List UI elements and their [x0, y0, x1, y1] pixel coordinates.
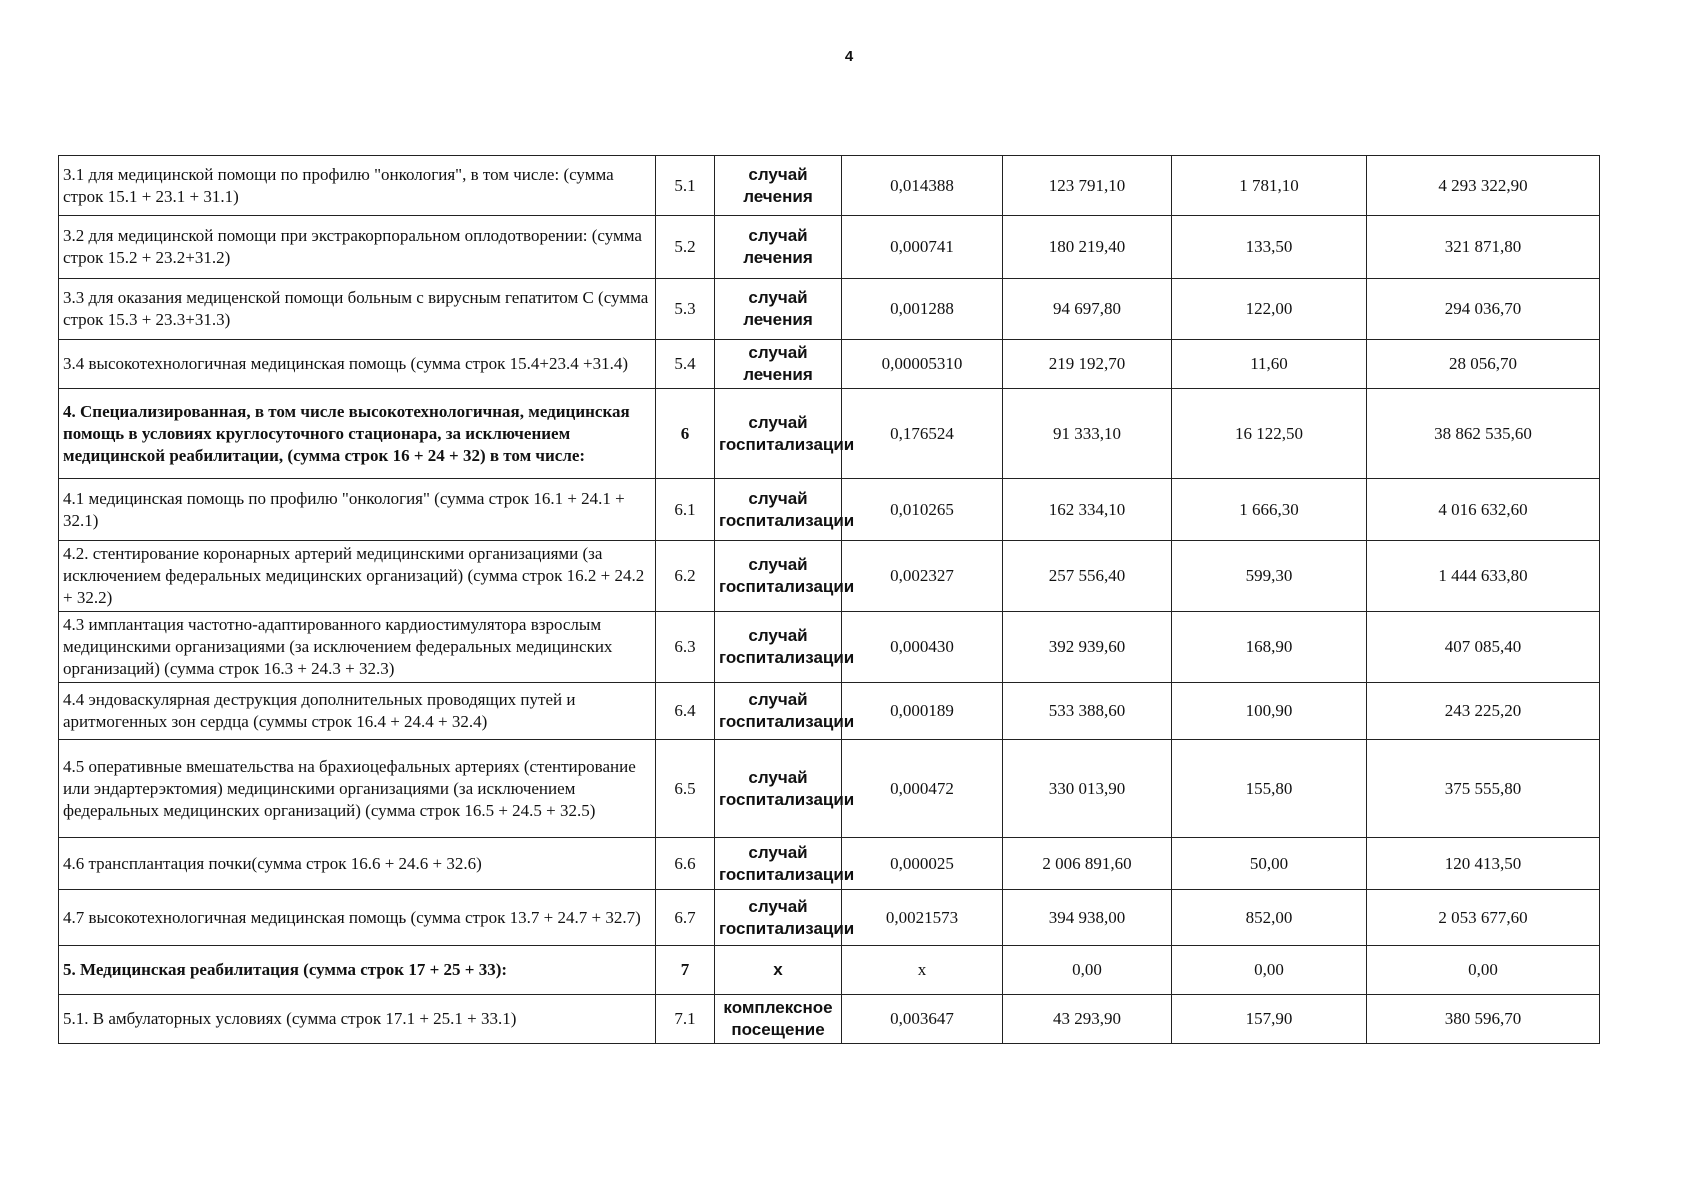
row-number-cell: 6.6 [656, 838, 715, 890]
table-row [59, 541, 1600, 612]
row-unit-cell: случай госпитализации [715, 740, 842, 838]
row-number-cell: 6.5 [656, 740, 715, 838]
row-number-cell: 5.3 [656, 279, 715, 340]
row-per-capita-cell: 1 666,30 [1172, 479, 1367, 541]
row-per-capita-cell: 599,30 [1172, 541, 1367, 612]
row-total-cell: 38 862 535,60 [1367, 389, 1600, 479]
row-unit-cell: комплексное посещение [715, 995, 842, 1044]
data-table [58, 155, 1600, 1044]
table-row [59, 838, 1600, 890]
row-norm-cell: 0,00005310 [842, 340, 1003, 389]
row-per-capita-cell: 50,00 [1172, 838, 1367, 890]
row-per-capita-cell: 133,50 [1172, 216, 1367, 279]
row-cost-cell: 257 556,40 [1003, 541, 1172, 612]
row-number-cell: 5.2 [656, 216, 715, 279]
row-number-cell: 6.7 [656, 890, 715, 946]
row-norm-cell: х [842, 946, 1003, 995]
row-name-cell: 5.1. В амбулаторных условиях (сумма строк 17.1 + 25.1 + 33.1) [59, 995, 656, 1044]
row-norm-cell: 0,000430 [842, 612, 1003, 683]
row-per-capita-cell: 155,80 [1172, 740, 1367, 838]
row-per-capita-cell: 1 781,10 [1172, 156, 1367, 216]
row-norm-cell: 0,000741 [842, 216, 1003, 279]
row-norm-cell: 0,176524 [842, 389, 1003, 479]
row-total-cell: 321 871,80 [1367, 216, 1600, 279]
row-name-cell: 4.7 высокотехнологичная медицинская помощь (сумма строк 13.7 + 24.7 + 32.7) [59, 890, 656, 946]
row-per-capita-cell: 852,00 [1172, 890, 1367, 946]
row-norm-cell: 0,010265 [842, 479, 1003, 541]
row-cost-cell: 2 006 891,60 [1003, 838, 1172, 890]
row-cost-cell: 392 939,60 [1003, 612, 1172, 683]
row-number-cell: 5.1 [656, 156, 715, 216]
table-row [59, 683, 1600, 740]
row-total-cell: 375 555,80 [1367, 740, 1600, 838]
row-name-cell: 3.3 для оказания медиценской помощи больным с вирусным гепатитом С (сумма строк 15.3 + 23.3+31.3) [59, 279, 656, 340]
table-row [59, 389, 1600, 479]
row-unit-cell: случай лечения [715, 156, 842, 216]
row-total-cell: 243 225,20 [1367, 683, 1600, 740]
row-unit-cell: х [715, 946, 842, 995]
row-cost-cell: 0,00 [1003, 946, 1172, 995]
row-name-cell: 3.4 высокотехнологичная медицинская помощь (сумма строк 15.4+23.4 +31.4) [59, 340, 656, 389]
row-total-cell: 28 056,70 [1367, 340, 1600, 389]
row-norm-cell: 0,002327 [842, 541, 1003, 612]
row-cost-cell: 123 791,10 [1003, 156, 1172, 216]
row-norm-cell: 0,0021573 [842, 890, 1003, 946]
table-row [59, 156, 1600, 216]
row-name-cell: 4.6 трансплантация почки(сумма строк 16.6 + 24.6 + 32.6) [59, 838, 656, 890]
row-norm-cell: 0,000025 [842, 838, 1003, 890]
table-body [59, 156, 1600, 1044]
row-name-cell: 5. Медицинская реабилитация (сумма строк 17 + 25 + 33): [59, 946, 656, 995]
row-name-cell: 4.3 имплантация частотно-адаптированного кардиостимулятора взрослым медицинскими организациями (за исключением федеральных медицинских организаций) (сумма строк 16.3 + 24.3 + 32.3) [59, 612, 656, 683]
row-unit-cell: случай госпитализации [715, 541, 842, 612]
row-cost-cell: 43 293,90 [1003, 995, 1172, 1044]
row-number-cell: 6.4 [656, 683, 715, 740]
row-unit-cell: случай госпитализации [715, 389, 842, 479]
row-cost-cell: 330 013,90 [1003, 740, 1172, 838]
row-name-cell: 3.1 для медицинской помощи по профилю "онкология", в том числе: (сумма строк 15.1 + 23.1 + 31.1) [59, 156, 656, 216]
row-cost-cell: 394 938,00 [1003, 890, 1172, 946]
row-name-cell: 3.2 для медицинской помощи при экстракорпоральном оплодотворении: (сумма строк 15.2 + 23.2+31.2) [59, 216, 656, 279]
row-name-cell: 4.5 оперативные вмешательства на брахиоцефальных артериях (стентирование или эндартерэктомия) медицинскими организациями (за исключением федеральных медицинских организаций) (сумма строк 16.5 + 24.5 + 32.5) [59, 740, 656, 838]
row-norm-cell: 0,001288 [842, 279, 1003, 340]
row-cost-cell: 162 334,10 [1003, 479, 1172, 541]
row-norm-cell: 0,000472 [842, 740, 1003, 838]
row-number-cell: 6.3 [656, 612, 715, 683]
row-total-cell: 0,00 [1367, 946, 1600, 995]
row-number-cell: 6.1 [656, 479, 715, 541]
row-per-capita-cell: 122,00 [1172, 279, 1367, 340]
row-norm-cell: 0,003647 [842, 995, 1003, 1044]
row-total-cell: 407 085,40 [1367, 612, 1600, 683]
row-unit-cell: случай лечения [715, 216, 842, 279]
table-row [59, 890, 1600, 946]
row-number-cell: 7.1 [656, 995, 715, 1044]
row-unit-cell: случай госпитализации [715, 612, 842, 683]
table-row [59, 740, 1600, 838]
table-row [59, 479, 1600, 541]
table-row [59, 995, 1600, 1044]
page-number: 4 [844, 48, 854, 65]
row-unit-cell: случай госпитализации [715, 683, 842, 740]
row-cost-cell: 219 192,70 [1003, 340, 1172, 389]
row-total-cell: 4 293 322,90 [1367, 156, 1600, 216]
table-row [59, 216, 1600, 279]
row-total-cell: 294 036,70 [1367, 279, 1600, 340]
row-cost-cell: 180 219,40 [1003, 216, 1172, 279]
row-unit-cell: случай госпитализации [715, 479, 842, 541]
row-unit-cell: случай лечения [715, 279, 842, 340]
table-row [59, 340, 1600, 389]
row-cost-cell: 94 697,80 [1003, 279, 1172, 340]
row-number-cell: 6 [656, 389, 715, 479]
row-total-cell: 1 444 633,80 [1367, 541, 1600, 612]
row-name-cell: 4.4 эндоваскулярная деструкция дополнительных проводящих путей и аритмогенных зон сердца (суммы строк 16.4 + 24.4 + 32.4) [59, 683, 656, 740]
table-row [59, 279, 1600, 340]
table-row [59, 612, 1600, 683]
row-per-capita-cell: 0,00 [1172, 946, 1367, 995]
row-per-capita-cell: 100,90 [1172, 683, 1367, 740]
row-number-cell: 6.2 [656, 541, 715, 612]
row-total-cell: 2 053 677,60 [1367, 890, 1600, 946]
row-norm-cell: 0,000189 [842, 683, 1003, 740]
row-number-cell: 5.4 [656, 340, 715, 389]
row-norm-cell: 0,014388 [842, 156, 1003, 216]
row-total-cell: 120 413,50 [1367, 838, 1600, 890]
row-unit-cell: случай лечения [715, 340, 842, 389]
row-name-cell: 4.2. стентирование коронарных артерий медицинскими организациями (за исключением федеральных медицинских организаций) (сумма строк 16.2 + 24.2 + 32.2) [59, 541, 656, 612]
row-total-cell: 380 596,70 [1367, 995, 1600, 1044]
row-unit-cell: случай госпитализации [715, 838, 842, 890]
row-name-cell: 4. Специализированная, в том числе высокотехнологичная, медицинская помощь в условиях круглосуточного стационара, за исключением медицинской реабилитации, (сумма строк 16 + 24 + 32) в том числе: [59, 389, 656, 479]
table-row [59, 946, 1600, 995]
row-per-capita-cell: 11,60 [1172, 340, 1367, 389]
row-per-capita-cell: 16 122,50 [1172, 389, 1367, 479]
row-per-capita-cell: 168,90 [1172, 612, 1367, 683]
row-cost-cell: 533 388,60 [1003, 683, 1172, 740]
row-name-cell: 4.1 медицинская помощь по профилю "онкология" (сумма строк 16.1 + 24.1 + 32.1) [59, 479, 656, 541]
row-total-cell: 4 016 632,60 [1367, 479, 1600, 541]
row-unit-cell: случай госпитализации [715, 890, 842, 946]
row-per-capita-cell: 157,90 [1172, 995, 1367, 1044]
row-number-cell: 7 [656, 946, 715, 995]
row-cost-cell: 91 333,10 [1003, 389, 1172, 479]
